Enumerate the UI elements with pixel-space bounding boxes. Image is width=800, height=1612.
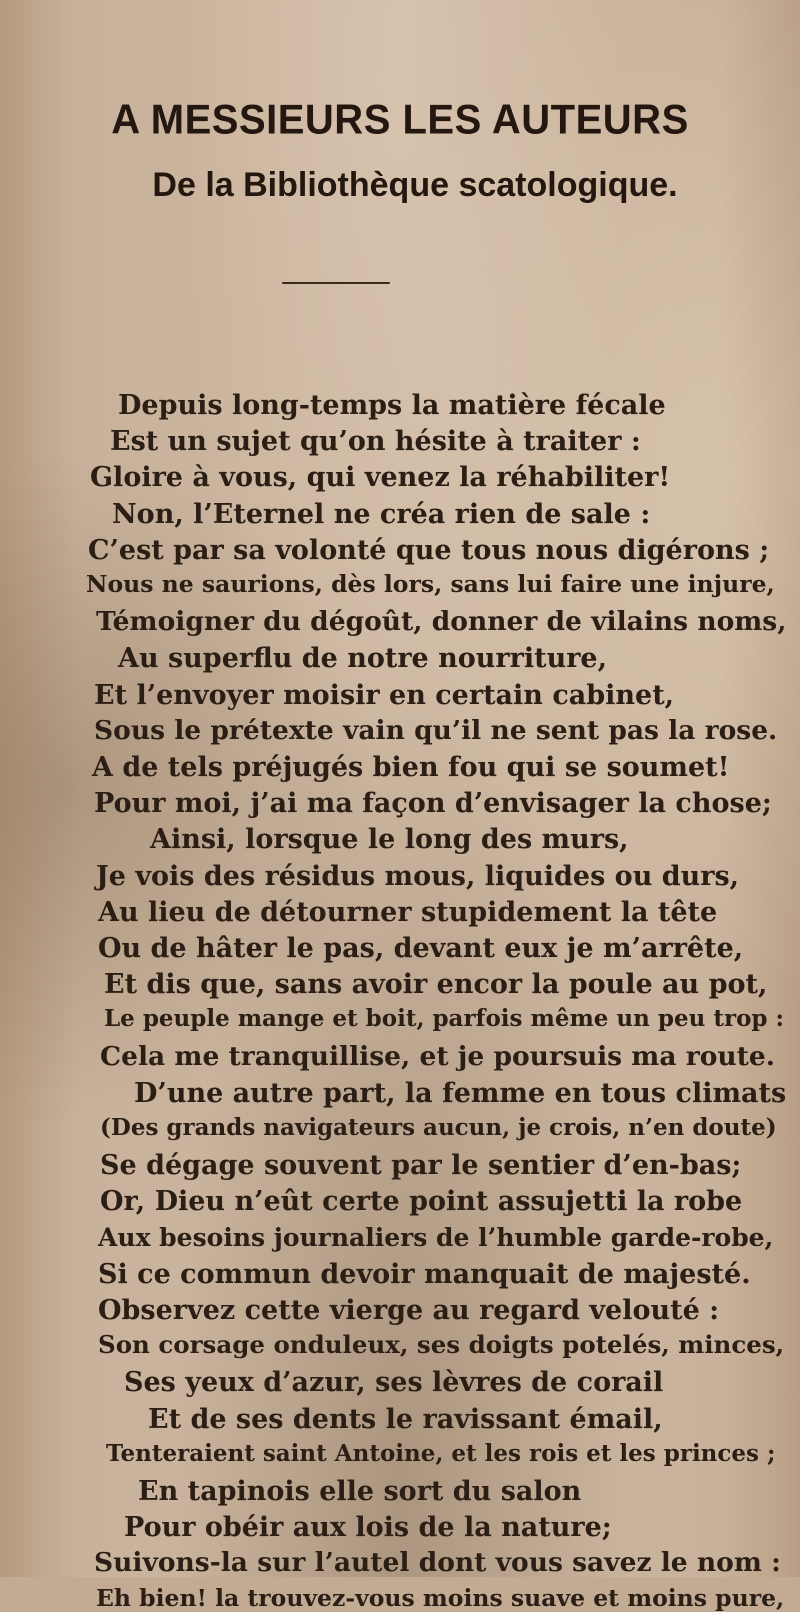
poem-line: Son corsage onduleux, ses doigts potelés, minces, [98, 1330, 785, 1360]
page-subtitle: De la Bibliothèque scatologique. [152, 166, 678, 204]
poem-line: Observez cette vierge au regard velouté : [98, 1295, 720, 1326]
poem-line: Au lieu de détourner stupidement la tête [98, 896, 718, 928]
poem-line: Et dis que, sans avoir encor la poule au pot, [104, 969, 768, 1001]
poem-line: Si ce commun devoir manquait de majesté. [98, 1258, 751, 1290]
poem-line: C’est par sa volonté que tous nous digérons ; [88, 534, 770, 566]
poem-line: Le peuple mange et boit, parfois même un peu trop : [104, 1005, 784, 1033]
poem-line: (Des grands navigateurs aucun, je crois, n’en doute) [100, 1114, 777, 1141]
poem-line: Ainsi, lorsque le long des murs, [150, 824, 629, 856]
poem-line: Cela me tranquillise, et je poursuis ma route. [100, 1040, 775, 1072]
poem-line: Depuis long-temps la matière fécale [118, 390, 666, 421]
poem-line: Et de ses dents le ravissant émail, [148, 1403, 663, 1435]
poem-line: Sous le prétexte vain qu’il ne sent pas la rose. [94, 714, 778, 746]
poem-line: D’une autre part, la femme en tous climats [134, 1077, 787, 1109]
poem-line: A de tels préjugés bien fou qui se soumet! [92, 752, 730, 783]
poem-line: Or, Dieu n’eût certe point assujetti la robe [100, 1186, 743, 1218]
poem-line: Non, l’Eternel ne créa rien de sale : [112, 498, 651, 530]
poem-line: Gloire à vous, qui venez la réhabiliter! [90, 462, 671, 494]
poem-line: Eh bien! la trouvez-vous moins suave et moins pure, [96, 1583, 785, 1612]
poem-line: Au superflu de notre nourriture, [118, 643, 608, 675]
poem-line: Tenteraient saint Antoine, et les rois et les princes ; [106, 1439, 776, 1467]
poem-line: Aux besoins journaliers de l’humble garde-robe, [98, 1222, 774, 1252]
poem-line: Nous ne saurions, dès lors, sans lui faire une injure, [86, 570, 775, 598]
poem-line: Ses yeux d’azur, ses lèvres de corail [124, 1367, 664, 1399]
poem-line: Et l’envoyer moisir en certain cabinet, [94, 679, 675, 711]
poem-line: Pour moi, j’ai ma façon d’envisager la chose; [94, 788, 772, 820]
poem-line: Suivons-la sur l’autel dont vous savez le nom : [94, 1547, 781, 1579]
page-title: A MESSIEURS LES AUTEURS [111, 96, 689, 144]
poem-line: Témoigner du dégoût, donner de vilains noms, [96, 606, 787, 638]
poem-line: Se dégage souvent par le sentier d’en-bas; [100, 1150, 742, 1182]
poem-line: En tapinois elle sort du salon [138, 1476, 582, 1507]
poem-line: Ou de hâter le pas, devant eux je m’arrête, [98, 933, 744, 964]
poem-line: Pour obéir aux lois de la nature; [124, 1512, 612, 1544]
poem-line: Je vois des résidus mous, liquides ou durs, [96, 860, 740, 892]
poem-line: Est un sujet qu’on hésite à traiter : [110, 426, 641, 458]
